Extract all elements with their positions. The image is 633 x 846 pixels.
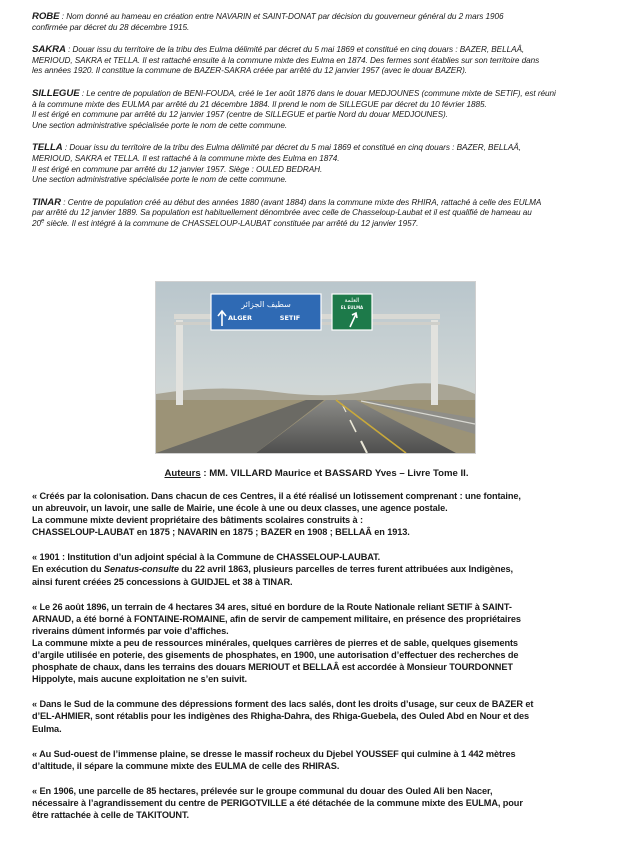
caption-label: Auteurs — [164, 468, 201, 479]
sign-right-arabic: العلمة — [344, 297, 360, 304]
highway-photo — [155, 281, 476, 454]
entry-sillegue: SILLEGUE : Le centre de population de BENI-FOUDA, créé le 1er août 1876 dans le douar MEDJOUNES (commune mixte de SETIF), est réuni à la commune mixte des EULMA par arrêté du 21 décembre 1884. Il prend le nom de SILLEGUE par décret du 10 février 1885. Il est érigé en commune par arrêté du 12 janvier 1957 (centre de SILLEGUE et partie Nord du douar MEDJOUNES). Une section administrative spécialisée porte le nom de cette commune. — [32, 87, 556, 130]
paragraph-1906: « En 1906, une parcelle de 85 hectares, prélevée sur le groupe communal du douar des Ouled Ali ben Nacer, nécessaire à l’agrandissement du centre de PERIGOTVILLE a été détachée de la commune mixte des EULMA, pour être rattachée à celle de TAKITOUNT. — [32, 785, 523, 820]
paragraph-colonisation: « Créés par la colonisation. Dans chacun de ces Centres, il a été réalisé un lotissement comprenant : une fontaine, un abreuvoir, un lavoir, une salle de Mairie, une école à une ou deux classes, une agence postale. La commune mixte devient propriétaire des bâtiments scolaires construits à : CHASSELOUP-LAUBAT en 1875 ; NAVARIN en 1875 ; BAZER en 1908 ; BELLAÂ en 1913. — [32, 491, 521, 538]
sign-left-arabic: سطيف الجزائر — [241, 300, 291, 309]
paragraph-djebel-youssef: « Au Sud-ouest de l’immense plaine, se dresse le massif rocheux du Djebel YOUSSEF qui culmine à 1 442 mètres d’altitude, il sépare la commune mixte des EULMA de celle des RHIRAS. — [32, 748, 516, 771]
entry-tella: TELLA : Douar issu du territoire de la tribu des Eulma délimité par décret du 5 mai 1869 et constitué en cinq douars : BAZER, BELLAÂ, MERIOUD, SAKRA et TELLA. Il est rattaché à la commune mixte des Eulma en 1874. Il est érigé en commune par arrêté du 12 janvier 1957. Siège : OULED BEDRAH. Une section administrative spécialisée porte le nom de cette commune. — [32, 142, 521, 185]
entry-robe: ROBE : Nom donné au hameau en création entre NAVARIN et SAINT-DONAT par décision du gouverneur général du 2 mars 1906 confirmée par décret du 28 décembre 1915. — [32, 11, 504, 32]
entry-term: TELLA — [32, 142, 63, 154]
quoted-paragraphs — [32, 490, 608, 834]
paragraph-lacs-sales: « Dans le Sud de la commune des dépressions forment des lacs salés, dont les droits d’usage, sur ceux de BAZER et d’EL-AHMIER, sont rétablis pour les indigènes des Rhigha-Dahra, des Rhiga-Guebela, des Ouled Abd en Nour et des Eulma. — [32, 699, 534, 734]
entry-term: TINAR — [32, 196, 62, 208]
entry-term: ROBE — [32, 11, 60, 22]
highway-sign-illustration — [156, 282, 475, 453]
place-entries — [32, 12, 608, 242]
paragraph-1896: « Le 26 août 1896, un terrain de 4 hectares 34 ares, situé en bordure de la Route Nationale reliant SETIF à SAINT- ARNAUD, a été borné à FONTAINE-ROMAINE, afin de servir de campement militaire, en présence des propriétaires riverains dûment informés par voie d’affiches. La commune mixte a peu de ressources minérales, quelques carrières de pierres et de sable, quelques gisements d’argile utilisée en poterie, des gisements de phosphates, en 1900, une autorisation d’effectuer des recherches de phosphate de chaux, dans les terrains des douars MERIOUT et BELLAÂ est accordée à Monsieur TOURDONNET Hippolyte, mais aucune exploitation ne s’en suivit. — [32, 601, 521, 685]
caption-text: : MM. VILLARD Maurice et BASSARD Yves – Livre Tome II. — [200, 468, 469, 479]
entry-term: SAKRA — [32, 44, 66, 56]
sign-left-latin-1: ALGER — [228, 314, 252, 322]
entry-tinar: TINAR : Centre de population créé au début des années 1880 (avant 1884) dans la commune mixte des RHIRA, rattaché à celle des EULMA par arrêté du 12 janvier 1889. Sa population est habituellement dénombrée avec celle de Chasseloup-Laubat et il est qualifié de hameau au 20e siècle. Il est intégré à la commune de CHASSELOUP-LAUBAT constituée par arrêté du 12 janvier 1957. — [32, 196, 542, 228]
sign-right-latin: EL EULMA — [340, 305, 364, 310]
paragraph-1901: « 1901 : Institution d’un adjoint spécial à la Commune de CHASSELOUP-LAUBAT. En exécution du Senatus-consulte du 22 avril 1863, plusieurs parcelles de terres furent attribuées aux Indigènes, ainsi furent créées 25 concessions à GUIDJEL et 38 à TINAR. — [32, 552, 513, 587]
entry-sakra: SAKRA : Douar issu du territoire de la tribu des Eulma délimité par décret du 5 mai 1869 et constitué en cinq douars : BAZER, BELLAÂ, MERIOUD, SAKRA et TELLA. Il est rattaché ensuite à la commune mixte des Eulma en 1874. Des fermes sont établies sur son territoire dans les années 1920. Il constitue la commune de BAZER-SAKRA créée par arrêté du 12 janvier 1957 (avec le douar BAZER). — [32, 44, 540, 76]
photo-caption — [0, 468, 633, 479]
sign-left-latin-2: SETIF — [279, 314, 301, 322]
entry-term: SILLEGUE — [32, 87, 80, 99]
